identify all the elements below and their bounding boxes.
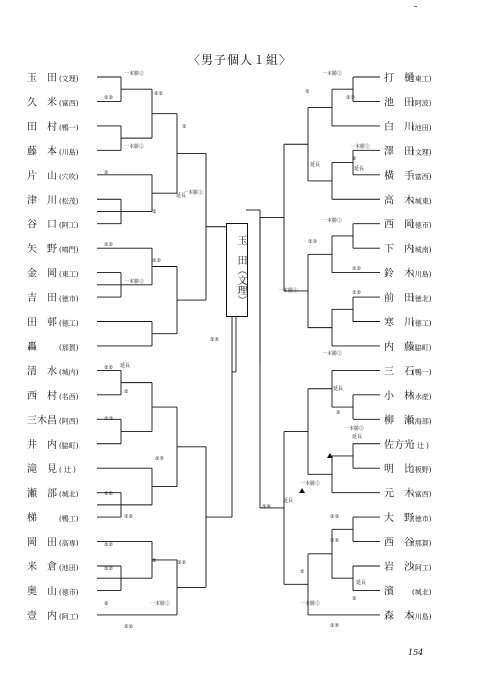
right-player-name: 池 田	[384, 97, 414, 109]
right-player-school: (徳市)	[412, 515, 432, 524]
left-player-name: 片 山	[27, 170, 57, 182]
left-player-name: 田 村	[27, 121, 57, 133]
score-label: 一本勝①	[278, 288, 299, 294]
score-label: ②②	[104, 365, 113, 371]
score-label: 一本勝②	[322, 218, 343, 224]
right-player-school: (富西)	[412, 490, 432, 499]
right-player-school: (徳北)	[412, 295, 432, 304]
score-label: 一本勝②	[322, 351, 343, 357]
score-label: ②②	[104, 95, 113, 101]
right-player-school: (鴨一)	[412, 368, 432, 377]
right-player-name: 西 岡	[384, 219, 414, 231]
left-player-school: (川島)	[59, 148, 79, 157]
score-label: ②	[104, 601, 109, 607]
right-player-school: (水産)	[412, 392, 432, 401]
score-label: 一本勝②	[300, 601, 321, 607]
score-label: ②②	[154, 91, 163, 97]
left-player-school: (城北)	[59, 490, 79, 499]
left-player-name: 吉 田	[27, 293, 57, 305]
left-player-school: (阿工)	[59, 612, 79, 621]
left-player-name: 瀬 部	[27, 488, 57, 500]
score-label: 延長	[352, 434, 363, 440]
champion-box	[226, 223, 248, 317]
score-label: ②	[182, 124, 187, 130]
right-player-name: 明 比	[384, 464, 414, 476]
left-player-school: (名西)	[59, 392, 79, 401]
score-label: ②	[300, 569, 305, 575]
left-player-school: (高専)	[59, 539, 79, 548]
score-label: ②	[152, 558, 157, 564]
right-player-name: 西 谷	[384, 537, 414, 549]
score-label: ②②	[104, 542, 113, 548]
score-label: 一本勝②	[124, 144, 145, 150]
right-player-school: (板野)	[412, 466, 432, 475]
right-player-school: (徳市)	[412, 221, 432, 230]
score-label: 延長	[120, 363, 131, 369]
score-label: 延長	[176, 193, 187, 199]
score-label: 一本勝②	[124, 279, 145, 285]
right-player-school: (城南)	[412, 246, 432, 255]
score-label: ②	[104, 170, 109, 176]
score-label: ②②	[352, 266, 361, 272]
score-label: 延長	[333, 386, 344, 392]
right-player-name: 岩 沙	[384, 562, 414, 573]
left-player-school: (徳工)	[59, 319, 79, 328]
left-player-school: (富西)	[59, 99, 79, 108]
right-player-name: 橫 手	[384, 170, 414, 182]
score-label: ②③	[104, 416, 113, 422]
right-player-name: 下 内	[384, 244, 414, 256]
right-player-name: 前 田	[384, 293, 414, 305]
left-player-name: 田 邨	[27, 317, 57, 329]
left-player-name: 米 倉	[27, 562, 57, 573]
left-player-name: 西 村	[27, 390, 57, 402]
left-player-school: ( 辻 )	[59, 466, 76, 475]
page-title: 〈男子個人１組〉	[187, 53, 292, 67]
left-player-name: 津 川	[27, 195, 57, 207]
right-player-name: 三 石	[384, 366, 414, 378]
left-player-school: (鳴門)	[59, 246, 79, 255]
right-player-name: 濱	[384, 586, 394, 598]
score-label: ②	[352, 596, 357, 602]
left-player-name: 井 内	[27, 439, 57, 451]
score-label: 一本勝②	[300, 481, 321, 487]
left-player-school: (徳市)	[59, 295, 79, 304]
left-player-school: (阿工)	[59, 221, 79, 230]
right-player-name: 寒 川	[384, 317, 414, 329]
right-player-school: (城東)	[412, 197, 432, 206]
score-label: ②⑤	[330, 623, 339, 629]
score-label: ②	[152, 209, 157, 215]
left-player-name: 奥 山	[27, 586, 57, 598]
right-player-name: 柳 瀬	[384, 415, 414, 427]
right-player-school: (東工)	[412, 75, 432, 83]
left-player-school: (鴨一)	[59, 123, 79, 132]
right-player-school: (脇町)	[412, 343, 432, 352]
left-player-name: 岡 田	[27, 537, 57, 549]
score-label: ①②	[352, 290, 361, 296]
right-player-school: (川島)	[412, 270, 432, 279]
left-player-name: 玉 田	[27, 73, 57, 84]
score-label: ②	[305, 89, 310, 95]
score-label: ②③	[330, 514, 339, 520]
score-label: ②②	[124, 624, 133, 630]
right-player-name: 大 野	[384, 513, 414, 525]
right-player-name: 澤 田	[384, 146, 414, 158]
score-label: ②⑤	[210, 337, 219, 343]
left-player-name: 梯	[27, 513, 37, 525]
left-player-school: (松茂)	[59, 197, 79, 206]
score-label: 延長	[310, 162, 321, 168]
right-player-school: (富西)	[412, 172, 432, 181]
right-player-name: 佐方光	[384, 439, 414, 451]
score-label: ②③	[308, 239, 317, 245]
right-player-name: 内 藤	[384, 341, 414, 353]
right-player-school: ( 辻 )	[412, 441, 429, 450]
right-player-name: 元 木	[384, 488, 414, 500]
right-player-name: 高 木	[384, 195, 414, 207]
right-player-school: (文理)	[412, 148, 432, 157]
score-label: ②	[336, 410, 341, 416]
left-player-school: (脇町)	[59, 441, 79, 450]
right-player-name: 小 林	[384, 390, 414, 402]
score-label: ②②	[104, 491, 113, 497]
right-player-school: (城北)	[412, 588, 432, 597]
score-label: 延長	[356, 580, 367, 586]
score-label: ③②	[177, 560, 186, 566]
left-player-name: 三木昌	[27, 415, 57, 427]
left-player-name: 藤 本	[27, 146, 57, 158]
right-player-school: (阿工)	[412, 564, 432, 572]
left-player-name: 滝 見	[27, 464, 57, 476]
right-player-school: (川島)	[412, 612, 432, 621]
triangle-mark-icon	[299, 488, 305, 493]
left-player-name: 矢 野	[27, 244, 57, 256]
left-player-name: 金 岡	[27, 268, 57, 280]
left-player-name: 壹 内	[27, 610, 57, 622]
right-player-school: (那賀)	[412, 539, 432, 548]
left-player-school: (鴨工)	[59, 515, 79, 524]
score-label: 延長	[354, 166, 365, 172]
left-player-school: (穴吹)	[59, 172, 79, 181]
left-player-name: 久 米	[27, 97, 57, 109]
right-player-name: 森 本	[384, 610, 414, 622]
left-player-school: (阿西)	[59, 417, 79, 426]
score-label: ②⑤	[155, 456, 164, 462]
triangle-mark-icon	[327, 453, 333, 458]
score-label: ②③	[346, 95, 355, 101]
right-player-name: 白 川	[384, 121, 414, 133]
left-player-school: (東工)	[59, 270, 79, 279]
score-label: ⑤④	[262, 504, 271, 510]
right-player-name: 鈴 木	[384, 268, 414, 280]
left-player-name: 谷 口	[27, 219, 57, 231]
left-player-school: (文理)	[59, 75, 79, 83]
score-label: 一本勝②	[183, 190, 204, 196]
left-player-school: (那賀)	[59, 343, 79, 352]
right-player-name: 打 樋	[384, 73, 414, 84]
left-player-school: (城内)	[59, 368, 79, 377]
score-label: ②	[352, 156, 357, 162]
left-player-name: 清 水	[27, 366, 57, 378]
score-label: 一本勝②	[350, 144, 371, 150]
score-label: 一本勝②	[344, 426, 365, 432]
left-player-school: (徳市)	[59, 588, 79, 597]
right-player-school: (海部)	[412, 417, 432, 426]
score-label: ②②	[104, 242, 113, 248]
right-player-school: (阿波)	[412, 99, 432, 108]
score-label: 一本勝②	[322, 71, 343, 77]
right-player-school: (池田)	[412, 123, 432, 132]
score-label: ②⑤	[330, 538, 339, 544]
score-label: 一本勝②	[150, 601, 171, 607]
page-number: 154	[408, 648, 424, 657]
right-player-school: (徳工)	[412, 319, 432, 328]
score-label: ②②	[104, 566, 113, 572]
left-player-school: (池田)	[59, 564, 79, 572]
score-label: 延長	[283, 498, 294, 504]
score-label: ②	[124, 389, 129, 395]
score-label: ②②	[152, 258, 161, 264]
champion-name: 玉 田（文理）	[235, 235, 246, 305]
left-player-name: 轟	[27, 341, 37, 353]
score-label: ②②	[124, 514, 133, 520]
score-label: 一本勝②	[124, 71, 145, 77]
